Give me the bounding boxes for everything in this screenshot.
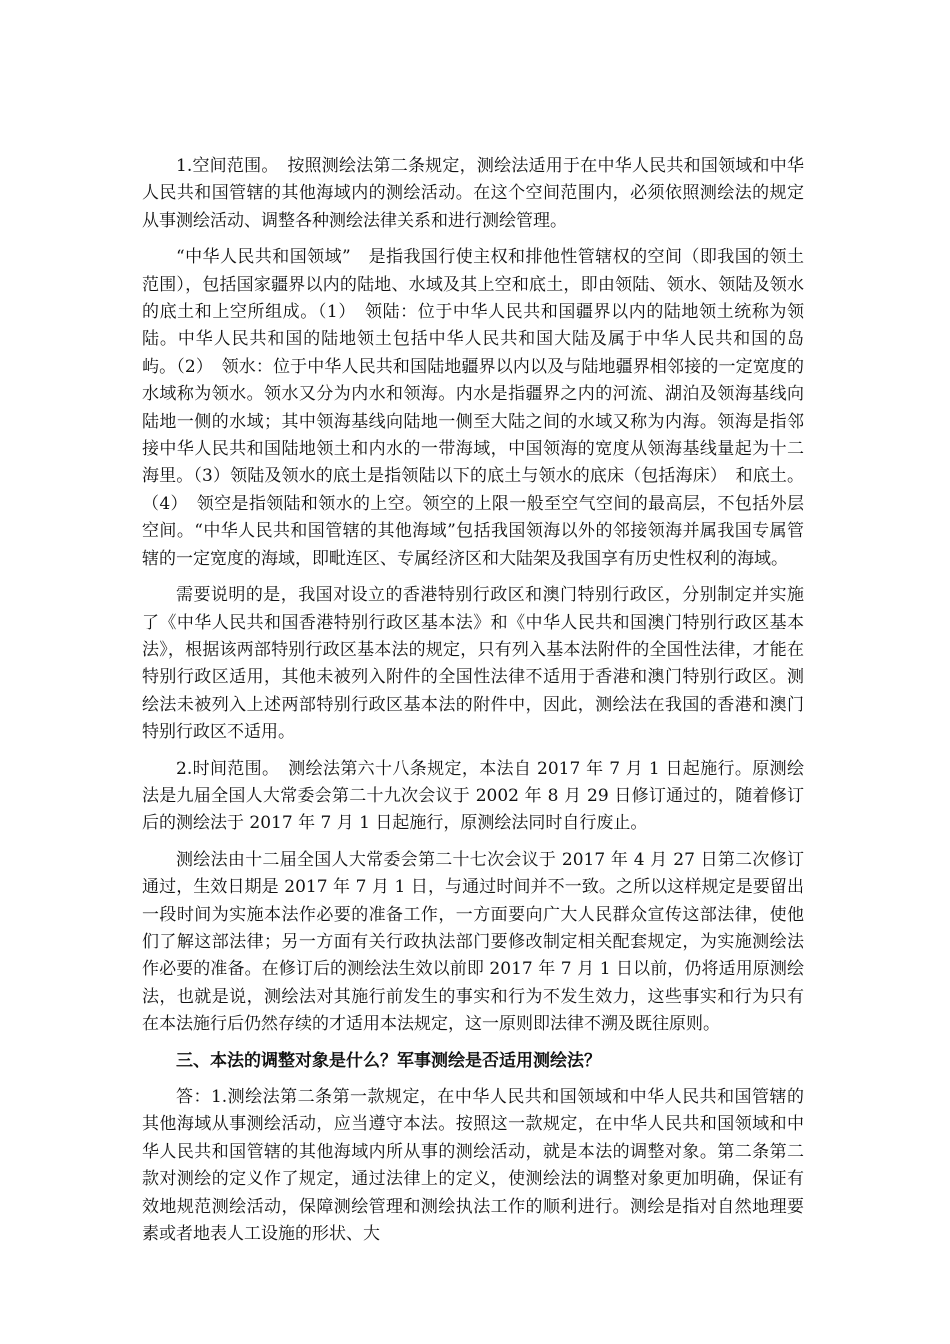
section-heading: 三、本法的调整对象是什么？军事测绘是否适用测绘法？	[176, 1050, 601, 1071]
paragraph-time-scope: 2.时间范围。 测绘法第六十八条规定，本法自 2017 年 7 月 1 日起施行。原测绘法是九届全国人大常委会第二十九次会议于 2002 年 8 月 29 日修订通过的，随着修订后的测绘法于 2017 年 7 月 1 日起施行，原测绘法同时自行废止。	[142, 758, 804, 834]
document-body	[142, 153, 804, 1257]
paragraph-effective-date: 测绘法由十二届全国人大常委会第二十七次会议于 2017 年 4 月 27 日第二次修订通过，生效日期是 2017 年 7 月 1 日，与通过时间并不一致。之所以这样规定是要留出一段时间为实施本法作必要的准备工作，一方面要向广大人民群众宣传这部法律，使他们了解这部法律；另一方面有关行政执法部门要修改制定相关配套规定，为实施测绘法作必要的准备。在修订后的测绘法生效以前即 2017 年 7 月 1 日以前，仍将适用原测绘法，也就是说，测绘法对其施行前发生的事实和行为不发生效力，这些事实和行为只有在本法施行后仍然存续的才适用本法规定，这一原则即法律不溯及既往原则。	[142, 849, 804, 1035]
paragraph-spatial-scope: 1.空间范围。 按照测绘法第二条规定，测绘法适用于在中华人民共和国领域和中华人民共和国管辖的其他海域内的测绘活动。在这个空间范围内，必须依照测绘法的规定从事测绘活动、调整各种测绘法律关系和进行测绘管理。	[142, 156, 804, 231]
paragraph-hk-macau-note: 需要说明的是，我国对设立的香港特别行政区和澳门特别行政区，分别制定并实施了《中华人民共和国香港特别行政区基本法》和《中华人民共和国澳门特别行政区基本法》，根据该两部特别行政区基本法的规定，只有列入基本法附件的全国性法律，才能在特别行政区适用，其他未被列入附件的全国性法律不适用于香港和澳门特别行政区。测绘法未被列入上述两部特别行政区基本法的附件中，因此，测绘法在我国的香港和澳门特别行政区不适用。	[142, 585, 804, 743]
paragraph-answer: 答：1.测绘法第二条第一款规定，在中华人民共和国领域和中华人民共和国管辖的其他海域从事测绘活动，应当遵守本法。按照这一款规定，在中华人民共和国领域和中华人民共和国管辖的其他海域内所从事的测绘活动，就是本法的调整对象。第二条第二款对测绘的定义作了规定，通过法律上的定义，使测绘法的调整对象更加明确，保证有效地规范测绘活动，保障测绘管理和测绘执法工作的顺利进行。测绘是指对自然地理要素或者地表人工设施的形状、大	[142, 1087, 804, 1245]
paragraph-territory-definition: “中华人民共和国领域” 是指我国行使主权和排他性管辖权的空间（即我国的领土范围），包括国家疆界以内的陆地、水域及其上空和底土，即由领陆、领水、领陆及领水的底土和上空所组成。（1） 领陆：位于中华人民共和国疆界以内的陆地领土统称为领陆。中华人民共和国的陆地领土包括中华人民共和国大陆及属于中华人民共和国的岛屿。（2） 领水：位于中华人民共和国陆地疆界以内以及与陆地疆界相邻接的一定宽度的水域称为领水。领水又分为内水和领海。内水是指疆界之内的河流、湖泊及领海基线向陆地一侧的水域；其中领海基线向陆地一侧至大陆之间的水域又称为内海。领海是指邻接中华人民共和国陆地领土和内水的一带海域，中国领海的宽度从领海基线量起为十二海里。（3）领陆及领水的底土是指领陆以下的底土与领水的底床（包括海床） 和底土。（4） 领空是指领陆和领水的上空。领空的上限一般至空气空间的最高层，不包括外层空间。“中华人民共和国管辖的其他海域”包括我国领海以外的邻接领海并属我国专属管辖的一定宽度的海域，即毗连区、专属经济区和大陆架及我国享有历史性权利的海域。	[142, 247, 804, 569]
